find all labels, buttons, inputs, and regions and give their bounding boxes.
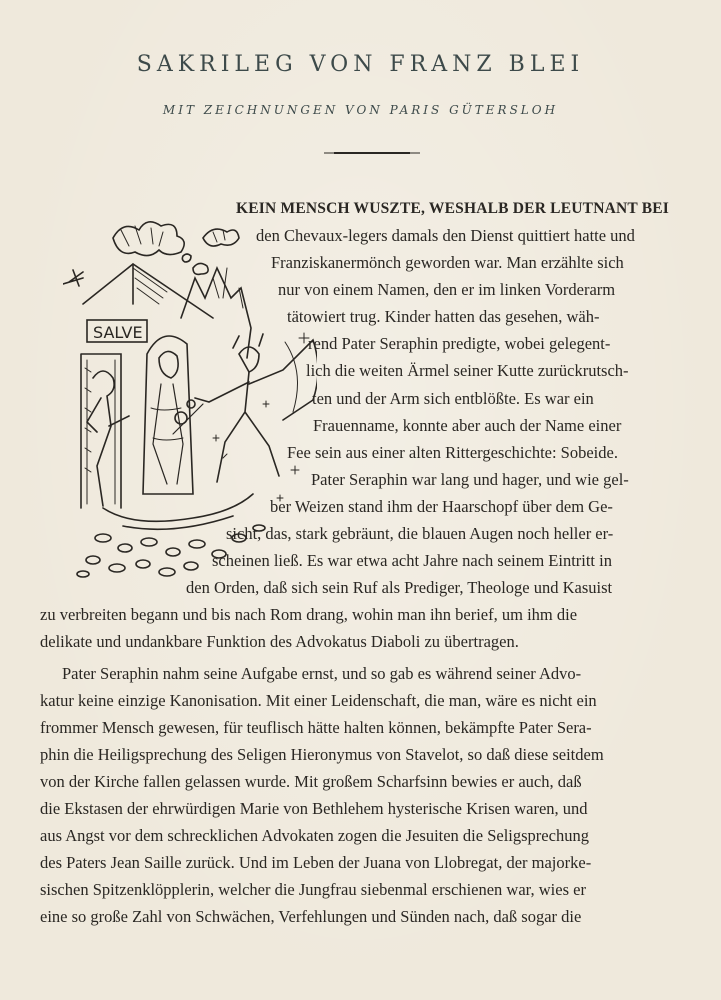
page-title: SAKRILEG VON FRANZ BLEI (136, 52, 585, 77)
book-page: SAKRILEG VON FRANZ BLEI MIT ZEICHNUNGEN VON PARIS GÜTERSLOH SALVE KEIN MENSCH WUSZTE, WESHALB DER LEUTNANT BEI den Chevaux-legers damals den Dienst quittiert hatte und Franziskanermönch geworden war. Man erzählte sich nur von einem Namen, den er im linken Vorderarm tätowiert trug. Kinder hatten das gesehen, wäh- rend Pater Seraphin predigte, wobei gelegent- lich die weiten Ärmel seiner Kutte zurückrutsch- ten und der Arm sich entblößte. Es war ein Frauenname, konnte aber auch der Name einer Fee sein aus einer alten Rittergeschichte: Sobeide. Pater Seraphin war lang und hager, und wie gel- ber Weizen stand ihm der Haarschopf über dem Ge- sicht, das, stark gebräunt, die blauen Augen noch heller er- scheinen ließ. Es war etwa acht Jahre nach seinem Eintritt in den Orden, daß sich sein Ruf als Prediger, Theologe und Kasuist zu verbreiten begann und bis nach Rom drang, wohin man ihn berief, um ihm die delikate und undankbare Funktion des Advokatus Diaboli zu übertragen. Pater Seraphin nahm seine Aufgabe ernst, und so gab es während seiner Advo- katur keine einzige Kanonisation. Mit einer Leidenschaft, die man, wäre es nicht ein frommer Mensch gewesen, für teuflisch hätte halten können, bekämpfte Pater Sera- phin die Heiligsprechung des Seligen Hieronymus von Stavelot, so daß diese seitdem von der Kirche fallen gelassen wurde. Mit großem Scharfsinn bewies er auch, daß die Ekstasen der ehrwürdigen Marie von Bethlehem hysterische Krisen waren, und aus Angst vor dem schrecklichen Advokaten zogen die Jesuiten die Seligsprechung des Paters Jean Saille zurück. Und im Leben der Juana von Llobregat, der majorke- sischen Spitzenklöpplerin, welcher die Jungfrau siebenmal erschienen war, wies er eine so große Zahl von Schwächen, Verfehlungen und Sünden nach, daß sogar die (0, 0, 721, 1000)
page-subtitle: MIT ZEICHNUNGEN VON PARIS GÜTERSLOH (162, 103, 559, 117)
salve-sign-text: SALVE (93, 323, 143, 342)
ornamental-rule (334, 152, 410, 154)
